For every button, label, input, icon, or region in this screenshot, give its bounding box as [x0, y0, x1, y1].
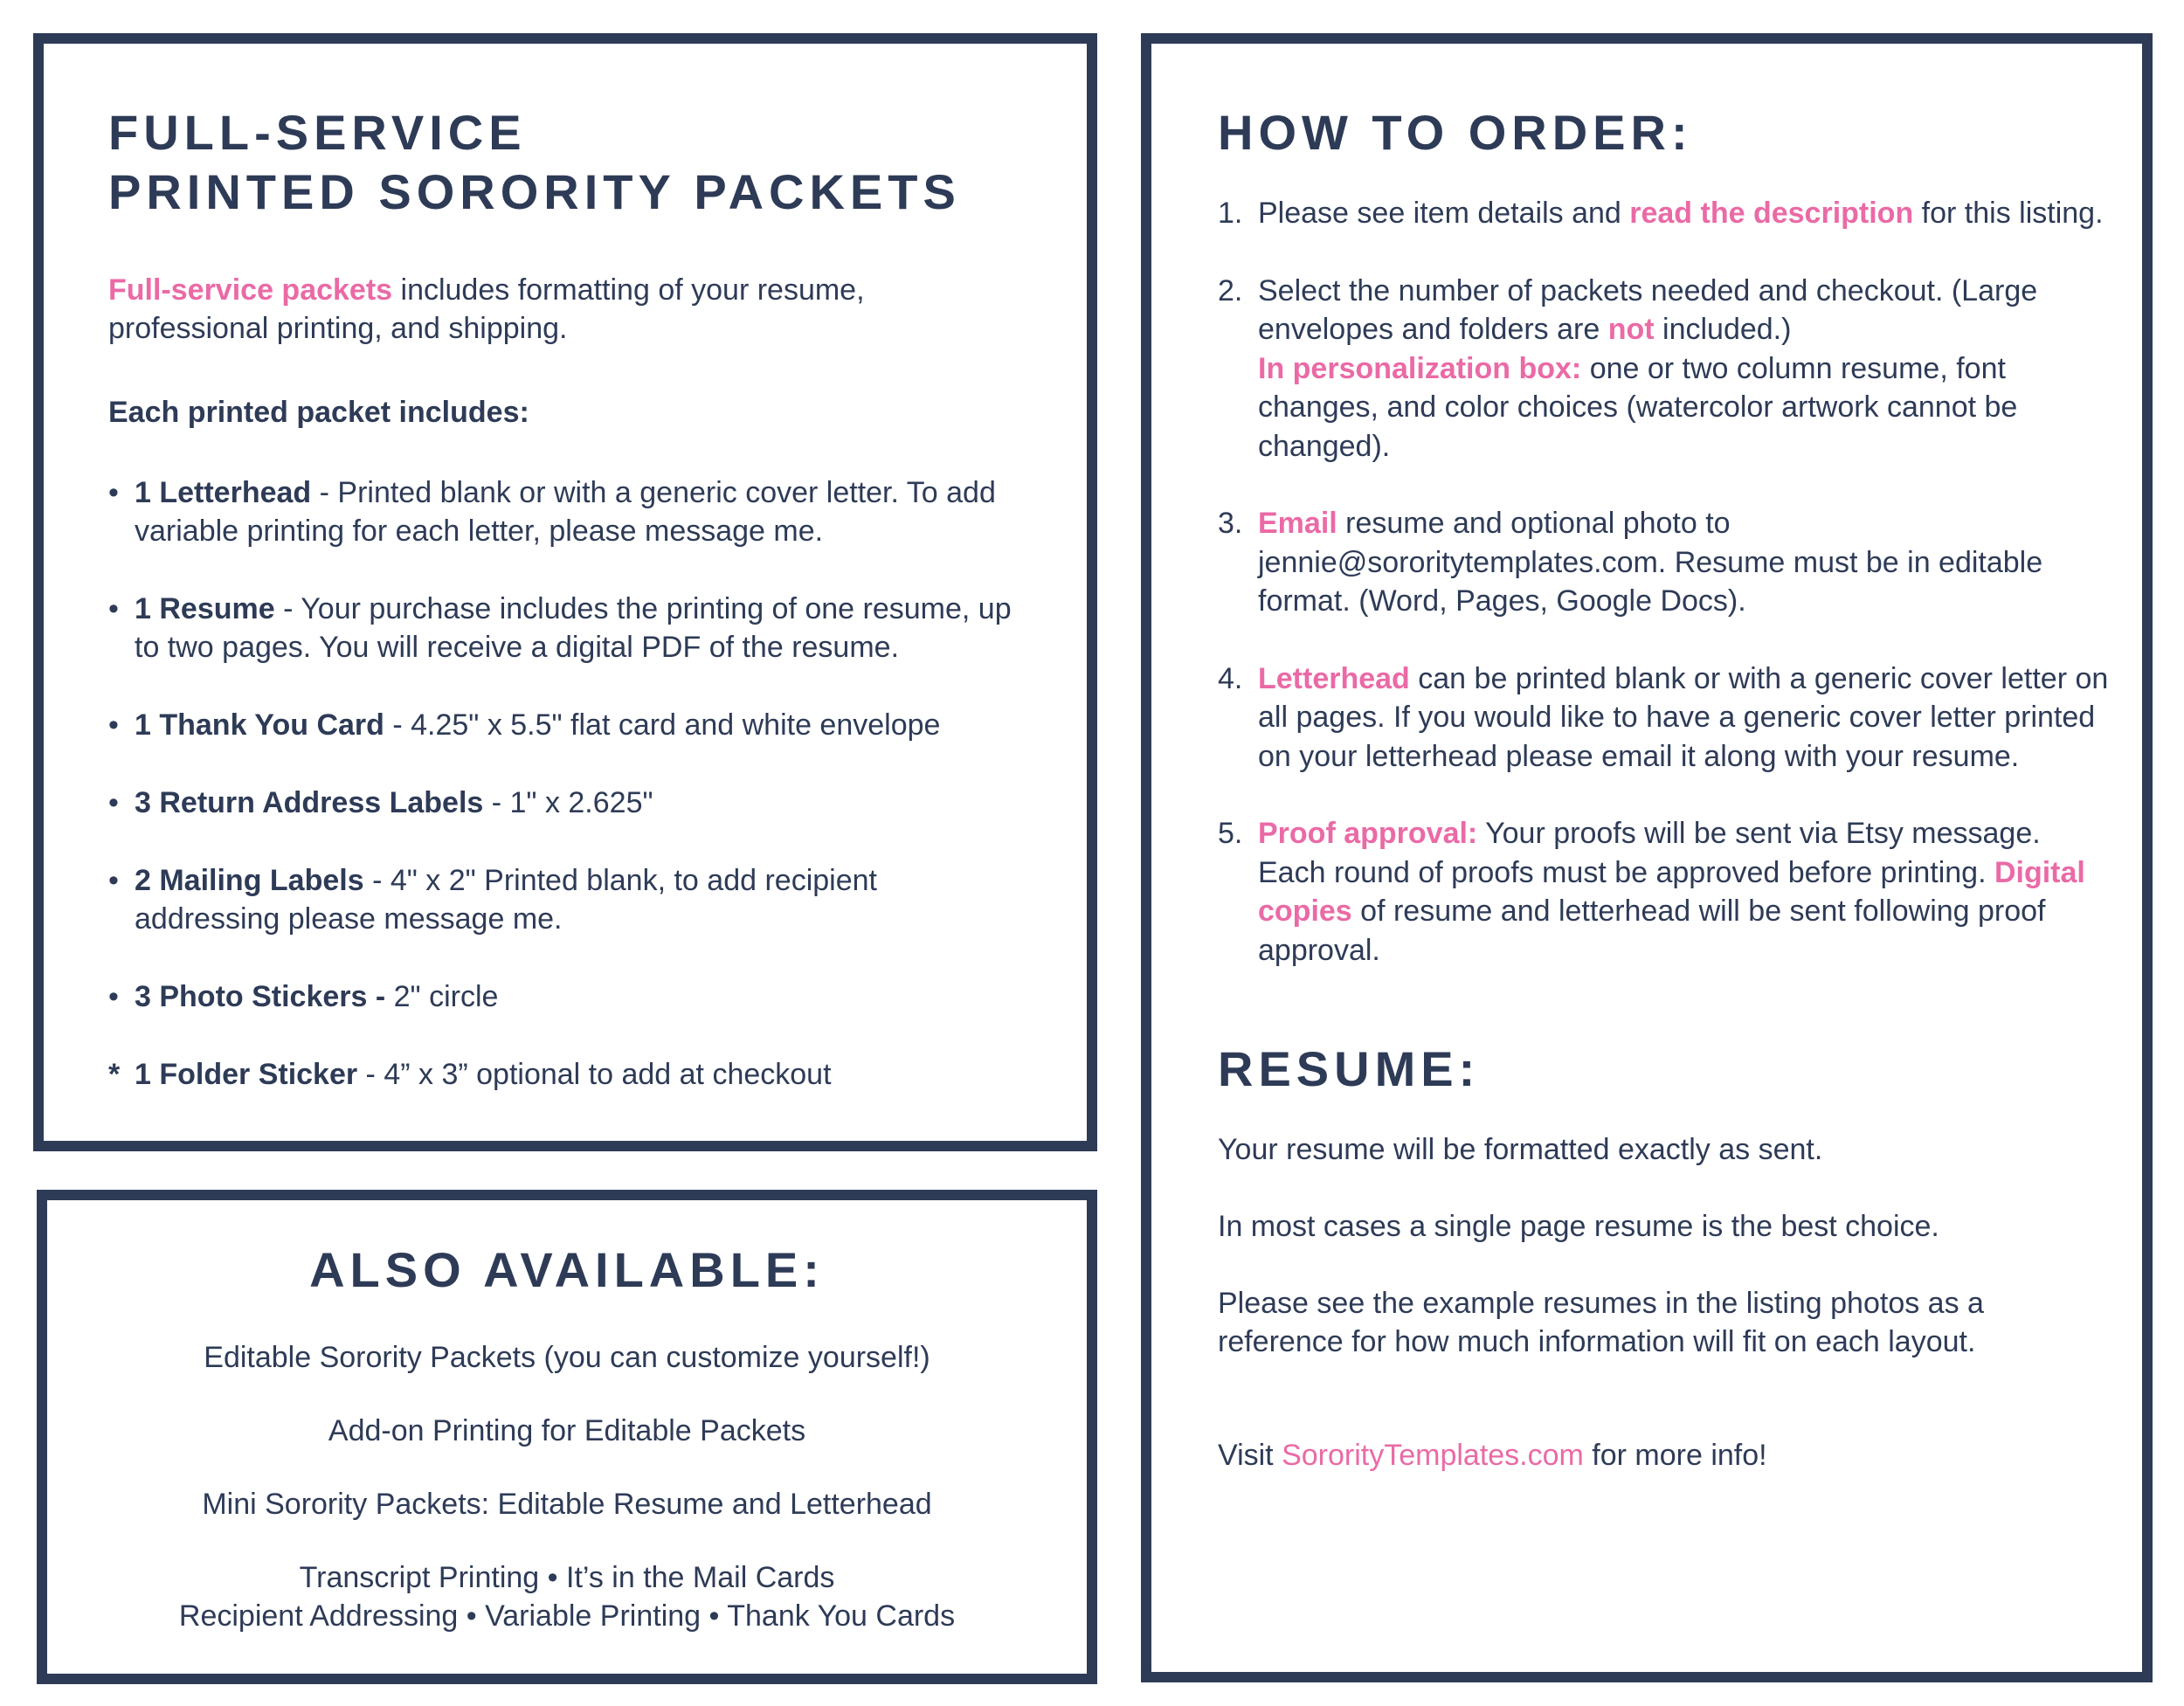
- bullet-icon: •: [108, 476, 119, 509]
- full-service-panel: [33, 33, 1097, 1151]
- step-text: included.): [1654, 313, 1792, 346]
- bullet-icon: •: [108, 708, 119, 742]
- visit-website-line: [1218, 1436, 2116, 1475]
- list-item: [108, 473, 1024, 550]
- step-text: Please see item details and: [1258, 197, 1630, 230]
- item-description: - 1" x 2.625": [483, 786, 653, 819]
- order-step: [1218, 504, 2116, 621]
- step-highlight: Letterhead: [1258, 661, 1410, 695]
- step-number: 4.: [1218, 661, 1243, 695]
- also-available-title: ALSO AVAILABLE:: [309, 1242, 825, 1297]
- step-number: 1.: [1218, 197, 1243, 230]
- packet-contents-list: [108, 473, 1024, 1094]
- list-item: [108, 784, 1024, 822]
- also-available-line: Mini Sorority Packets: Editable Resume and Letterhead: [202, 1488, 932, 1521]
- step-text: of resume and letterhead will be sent following proof approval.: [1258, 894, 2046, 967]
- website-link[interactable]: SororityTemplates.com: [1282, 1439, 1584, 1472]
- also-available-line: Editable Sorority Packets (you can customize yourself!): [204, 1341, 930, 1374]
- item-name: 1 Letterhead: [135, 476, 312, 509]
- bullet-icon: •: [108, 592, 119, 625]
- step-highlight: Proof approval:: [1258, 817, 1478, 850]
- step-text: Select the number of packets needed and checkout. (Large envelopes and folders are: [1258, 273, 2038, 346]
- item-name: 2 Mailing Labels: [135, 864, 364, 897]
- visit-suffix: for more info!: [1583, 1439, 1767, 1472]
- item-name: 1 Thank You Card: [135, 708, 384, 742]
- item-description: - 4” x 3” optional to add at checkout: [357, 1058, 832, 1091]
- title-line-2: PRINTED SORORITY PACKETS: [108, 164, 961, 219]
- resume-paragraph: In most cases a single page resume is the best choice.: [1218, 1210, 1939, 1243]
- bullet-icon: •: [108, 980, 119, 1013]
- how-to-order-panel: [1141, 33, 2153, 1682]
- also-available-panel: [37, 1190, 1097, 1684]
- list-item: [108, 590, 1024, 667]
- list-item: [108, 977, 1024, 1016]
- item-description: - 4" x 2" Printed blank, to add recipient addressing please message me.: [135, 864, 877, 936]
- how-to-order-title: HOW TO ORDER:: [1218, 105, 1693, 160]
- visit-prefix: Visit: [1218, 1439, 1282, 1472]
- step-highlight: In personalization box:: [1258, 351, 1582, 385]
- step-highlight: not: [1607, 313, 1655, 346]
- asterisk-icon: *: [108, 1058, 121, 1091]
- full-service-title: [108, 103, 1024, 222]
- list-item: [108, 861, 1024, 938]
- step-highlight: read the description: [1629, 197, 1914, 230]
- list-item: [108, 706, 1024, 744]
- step-text: one or two column resume, font changes, and color choices (watercolor artwork cannot be changed).: [1258, 351, 2018, 463]
- step-number: 2.: [1218, 273, 1243, 307]
- item-name: 1 Resume: [135, 592, 275, 625]
- resume-paragraph: Your resume will be formatted exactly as sent.: [1218, 1133, 1823, 1166]
- full-service-intro: [108, 271, 1024, 348]
- order-step: [1218, 272, 2116, 466]
- step-text: for this listing.: [1913, 197, 2104, 230]
- order-steps-list: [1218, 194, 2116, 970]
- item-name: 1 Folder Sticker: [135, 1058, 358, 1091]
- resume-paragraph: Please see the example resumes in the listing photos as a reference for how much information will fit on each layout.: [1218, 1287, 1984, 1358]
- step-highlight: Email: [1258, 507, 1337, 540]
- step-text: can be printed blank or with a generic cover letter on all pages. If you would like to have a generic cover letter printed on your letterhead please email it along with your resume.: [1258, 661, 2109, 773]
- item-description: - 4.25" x 5.5" flat card and white envelope: [384, 708, 941, 742]
- bullet-icon: •: [108, 786, 119, 819]
- resume-title: RESUME:: [1218, 1041, 1481, 1096]
- item-name: 3 Return Address Labels: [135, 786, 484, 819]
- bullet-icon: •: [108, 864, 119, 897]
- intro-highlight: Full-service packets: [108, 273, 393, 307]
- item-description: - Your purchase includes the printing of one resume, up to two pages. You will receive a digital PDF of the resume.: [135, 592, 1012, 664]
- includes-heading: Each printed packet includes:: [108, 396, 529, 429]
- item-description: - Printed blank or with a generic cover letter. To add variable printing for each letter, please message me.: [135, 476, 996, 548]
- item-description: 2" circle: [385, 980, 499, 1013]
- item-name: 3 Photo Stickers -: [135, 980, 386, 1013]
- order-step: [1218, 814, 2116, 970]
- also-available-line: Transcript Printing • It’s in the Mail Cards: [299, 1561, 835, 1594]
- step-number: 5.: [1218, 817, 1243, 850]
- step-highlight: Digital copies: [1258, 855, 2085, 928]
- also-available-line: Recipient Addressing • Variable Printing • Thank You Cards: [178, 1599, 956, 1633]
- order-step: [1218, 660, 2116, 777]
- also-available-line: Add-on Printing for Editable Packets: [328, 1414, 806, 1447]
- title-line-1: FULL-SERVICE: [108, 105, 527, 160]
- step-text: Your proofs will be sent via Etsy message. Each round of proofs must be approved before printing.: [1258, 817, 2041, 889]
- list-item: [108, 1055, 1024, 1094]
- intro-text: includes formatting of your resume, professional printing, and shipping.: [108, 273, 865, 345]
- step-number: 3.: [1218, 507, 1243, 540]
- step-text: resume and optional photo to jennie@sororitytemplates.com. Resume must be in editable format. (Word, Pages, Google Docs).: [1258, 507, 2043, 618]
- order-step: [1218, 194, 2116, 233]
